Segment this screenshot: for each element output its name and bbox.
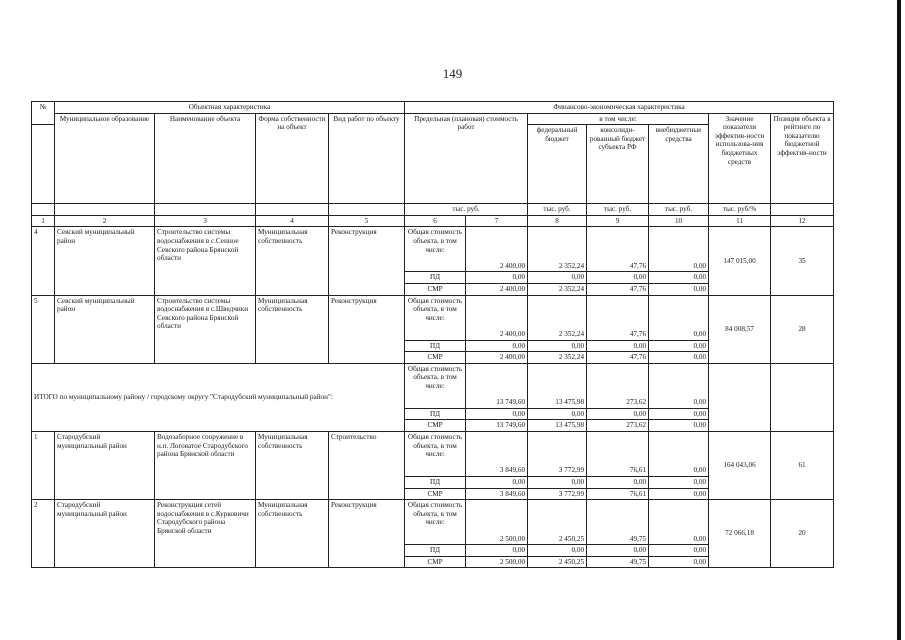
header-ownership: Форма собственности на объект <box>256 113 329 204</box>
row-position: 20 <box>771 500 834 568</box>
header-finance-group: Финансово-экономическая характеристика <box>405 102 834 114</box>
col-number: 5 <box>329 215 405 227</box>
value-cell: 13 475,98 <box>528 420 587 432</box>
value-cell: 0,00 <box>649 363 709 408</box>
unit-cost: тыс. руб. <box>405 204 528 216</box>
value-cell: 0,00 <box>649 272 709 284</box>
value-cell: 0,00 <box>649 476 709 488</box>
value-cell: 2 352,24 <box>528 295 587 340</box>
label-smr: СМР <box>405 352 466 364</box>
value-cell: 2 400,00 <box>466 352 528 364</box>
value-cell: 47,76 <box>587 352 649 364</box>
row-object: Реконструкция сетей водоснабжения в с.Курковичи Стародубского района Брянской области <box>155 500 256 568</box>
row-indicator: 164 043,06 <box>709 431 771 499</box>
value-cell: 0,00 <box>587 408 649 420</box>
value-cell: 13 475,98 <box>528 363 587 408</box>
col-number: 9 <box>587 215 649 227</box>
label-smr: СМР <box>405 556 466 568</box>
row-ownership: Муниципальная собственность <box>256 227 329 295</box>
row-position: 35 <box>771 227 834 295</box>
col-number: 8 <box>528 215 587 227</box>
value-cell: 13 749,60 <box>466 363 528 408</box>
row-indicator: 147 015,00 <box>709 227 771 295</box>
value-cell: 2 500,00 <box>466 556 528 568</box>
value-cell: 49,75 <box>587 556 649 568</box>
value-cell: 2 500,00 <box>466 500 528 545</box>
value-cell: 2 400,00 <box>466 227 528 272</box>
value-cell: 0,00 <box>649 227 709 272</box>
finance-table <box>31 101 834 568</box>
value-cell: 0,00 <box>649 500 709 545</box>
label-total: Общая стоимость объекта, в том числе: <box>405 431 466 476</box>
value-cell: 0,00 <box>528 476 587 488</box>
value-cell: 0,00 <box>528 272 587 284</box>
value-cell: 0,00 <box>649 420 709 432</box>
row-position: 28 <box>771 295 834 363</box>
row-municipality: Стародубский муниципальный район <box>55 500 155 568</box>
value-cell: 0,00 <box>649 545 709 557</box>
value-cell: 2 352,24 <box>528 283 587 295</box>
row-municipality: Севский муниципальный район <box>55 227 155 295</box>
label-pd: ПД <box>405 408 466 420</box>
row-municipality: Севский муниципальный район <box>55 295 155 363</box>
row-object: Строительство системы водоснабжения в с.Сенное Севского района Брянской области <box>155 227 256 295</box>
label-pd: ПД <box>405 272 466 284</box>
header-including: в том числе: <box>528 113 709 125</box>
value-cell: 47,76 <box>587 295 649 340</box>
value-cell: 76,61 <box>587 488 649 500</box>
value-cell: 2 352,24 <box>528 352 587 364</box>
value-cell: 2 400,00 <box>466 295 528 340</box>
value-cell: 76,61 <box>587 431 649 476</box>
value-cell: 0,00 <box>466 340 528 352</box>
row-num: 5 <box>32 295 55 363</box>
itogo-row <box>32 363 834 408</box>
label-total: Общая стоимость объекта, в том числе: <box>405 363 466 408</box>
value-cell: 0,00 <box>649 556 709 568</box>
value-cell: 0,00 <box>649 352 709 364</box>
col-number: 6 <box>405 215 466 227</box>
row-num: 4 <box>32 227 55 295</box>
col-number: 1 <box>32 215 55 227</box>
header-row-1 <box>32 102 834 114</box>
unit-federal: тыс. руб. <box>528 204 587 216</box>
table-row <box>32 295 834 340</box>
label-pd: ПД <box>405 545 466 557</box>
unit-consolidated: тыс. руб. <box>587 204 649 216</box>
label-pd: ПД <box>405 340 466 352</box>
header-municipality: Муниципальное образование <box>55 113 155 204</box>
row-num: 2 <box>32 500 55 568</box>
header-extra: внебюджетные средства <box>649 125 709 204</box>
value-cell: 0,00 <box>649 283 709 295</box>
col-number: 11 <box>709 215 771 227</box>
row-indicator: 72 066,18 <box>709 500 771 568</box>
value-cell: 2 450,25 <box>528 556 587 568</box>
header-row-2 <box>32 113 834 125</box>
value-cell: 47,76 <box>587 283 649 295</box>
header-indicator: Значение показателя эффектив-ности использова-ния бюджетных средств <box>709 113 771 204</box>
label-total: Общая стоимость объекта, в том числе: <box>405 500 466 545</box>
value-cell: 0,00 <box>587 476 649 488</box>
col-number: 10 <box>649 215 709 227</box>
col-number: 3 <box>155 215 256 227</box>
col-number: 2 <box>55 215 155 227</box>
col-number: 12 <box>771 215 834 227</box>
label-smr: СМР <box>405 488 466 500</box>
value-cell: 0,00 <box>649 488 709 500</box>
header-num-blank <box>32 125 55 204</box>
scan-edge-bar <box>897 0 901 640</box>
value-cell: 0,00 <box>466 408 528 420</box>
itogo-label: ИТОГО по муниципальному району / городскому округу "Стародубский муниципальный район": <box>32 363 405 431</box>
label-smr: СМР <box>405 283 466 295</box>
value-cell: 0,00 <box>587 272 649 284</box>
value-cell: 3 772,99 <box>528 431 587 476</box>
value-cell: 0,00 <box>649 408 709 420</box>
col-number: 4 <box>256 215 329 227</box>
value-cell: 0,00 <box>528 545 587 557</box>
row-ownership: Муниципальная собственность <box>256 500 329 568</box>
header-object-name: Наименование объекта <box>155 113 256 204</box>
value-cell: 0,00 <box>587 340 649 352</box>
value-cell: 0,00 <box>466 476 528 488</box>
row-indicator: 84 008,57 <box>709 295 771 363</box>
unit-indicator: тыс. руб/% <box>709 204 771 216</box>
label-total: Общая стоимость объекта, в том числе: <box>405 295 466 340</box>
row-object: Водозаборное сооружение в н.п. Логоватое Стародубского района Брянской области <box>155 431 256 499</box>
row-work: Строительство <box>329 431 405 499</box>
value-cell: 47,76 <box>587 227 649 272</box>
header-consolidated: консолиди-рованный бюджет субъекта РФ <box>587 125 649 204</box>
value-cell: 2 450,25 <box>528 500 587 545</box>
value-cell: 0,00 <box>587 545 649 557</box>
table-row <box>32 227 834 272</box>
header-position: Позиция объекта в рейтинге по показателю бюджетной эффектив-ности <box>771 113 834 204</box>
page-number: 149 <box>442 66 463 81</box>
header-num: № <box>32 102 55 125</box>
value-cell: 273,62 <box>587 420 649 432</box>
unit-extra: тыс. руб. <box>649 204 709 216</box>
header-work-type: Вид работ по объекту <box>329 113 405 204</box>
label-smr: СМР <box>405 420 466 432</box>
value-cell: 2 400,00 <box>466 283 528 295</box>
units-row <box>32 204 834 216</box>
row-municipality: Стародубский муниципальный район <box>55 431 155 499</box>
col-number: 7 <box>466 215 528 227</box>
label-total: Общая стоимость объекта, в том числе: <box>405 227 466 272</box>
value-cell: 3 849,60 <box>466 431 528 476</box>
header-object-group: Объектная характеристика <box>55 102 405 114</box>
value-cell: 0,00 <box>466 545 528 557</box>
label-pd: ПД <box>405 476 466 488</box>
value-cell: 0,00 <box>528 408 587 420</box>
header-limit-cost: Предельная (плановая) стоимость работ <box>405 113 528 204</box>
row-position: 61 <box>771 431 834 499</box>
value-cell: 0,00 <box>649 295 709 340</box>
row-work: Реконструкция <box>329 295 405 363</box>
value-cell: 273,62 <box>587 363 649 408</box>
value-cell: 0,00 <box>528 340 587 352</box>
value-cell: 0,00 <box>466 272 528 284</box>
row-ownership: Муниципальная собственность <box>256 431 329 499</box>
row-object: Строительство системы водоснабжения в с.Шведчики Севского района Брянской области <box>155 295 256 363</box>
value-cell: 3 849,60 <box>466 488 528 500</box>
column-numbers-row <box>32 215 834 227</box>
table-row <box>32 500 834 545</box>
header-federal: федеральный бюджет <box>528 125 587 204</box>
value-cell: 0,00 <box>649 340 709 352</box>
value-cell: 49,75 <box>587 500 649 545</box>
table-row <box>32 431 834 476</box>
value-cell: 0,00 <box>649 431 709 476</box>
value-cell: 3 772,99 <box>528 488 587 500</box>
value-cell: 2 352,24 <box>528 227 587 272</box>
row-num: 1 <box>32 431 55 499</box>
row-ownership: Муниципальная собственность <box>256 295 329 363</box>
value-cell: 13 749,60 <box>466 420 528 432</box>
row-work: Реконструкция <box>329 500 405 568</box>
row-work: Реконструкция <box>329 227 405 295</box>
